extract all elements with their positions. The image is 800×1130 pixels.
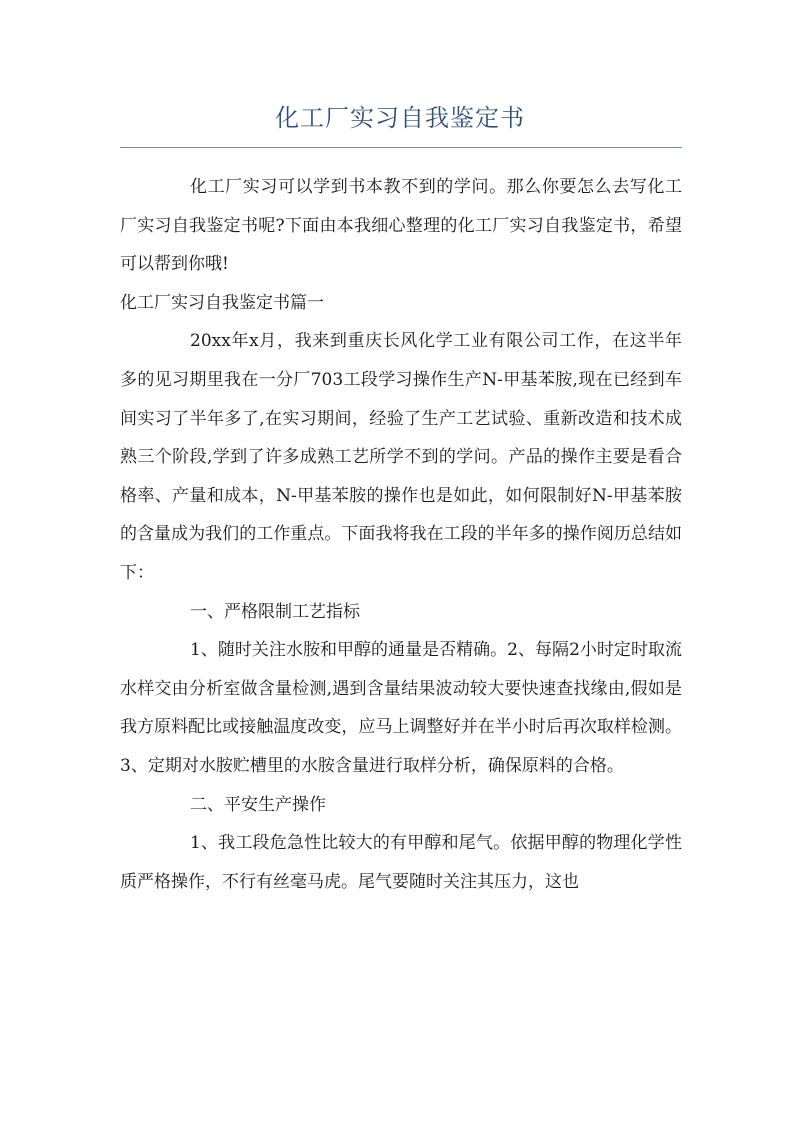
subheading-quality-control: 一、严格限制工艺指标	[190, 601, 360, 622]
subheading-safe-production: 二、平安生产操作	[190, 794, 326, 815]
document-body	[120, 168, 682, 901]
section-heading: 化工厂实习自我鉴定书篇一	[120, 292, 324, 313]
title-underline	[120, 147, 682, 148]
intro-paragraph: 化工厂实习可以学到书本教不到的学问。那么你要怎么去写化工厂实习自我鉴定书呢?下面由本我细心整理的化工厂实习自我鉴定书，希望可以帮到你哦!	[120, 177, 682, 275]
document-title: 化工厂实习自我鉴定书	[275, 104, 525, 132]
body-paragraph: 1、我工段危急性比较大的有甲醇和尾气。依据甲醇的物理化学性质严格操作，不行有丝毫马虎。尾气要随时关注其压力，这也	[120, 833, 682, 892]
body-paragraph: 1、随时关注水胺和甲醇的通量是否精确。2、每隔2小时定时取流水样交由分析室做含量检测,遇到含量结果波动较大要快速查找缘由,假如是我方原料配比或接触温度改变，应马上调整好并在半小时后再次取样检测。3、定期对水胺贮槽里的水胺含量进行取样分析，确保原料的合格。	[120, 640, 682, 776]
body-paragraph: 20xx年x月，我来到重庆长风化学工业有限公司工作，在这半年多的见习期里我在一分厂703工段学习操作生产N-甲基苯胺,现在已经到车间实习了半年多了,在实习期间，经验了生产工艺试验、重新改造和技术成熟三个阶段,学到了许多成熟工艺所学不到的学问。产品的操作主要是看合格率、产量和成本，N-甲基苯胺的操作也是如此，如何限制好N-甲基苯胺的含量成为我们的工作重点。下面我将我在工段的半年多的操作阅历总结如下：	[120, 331, 682, 583]
